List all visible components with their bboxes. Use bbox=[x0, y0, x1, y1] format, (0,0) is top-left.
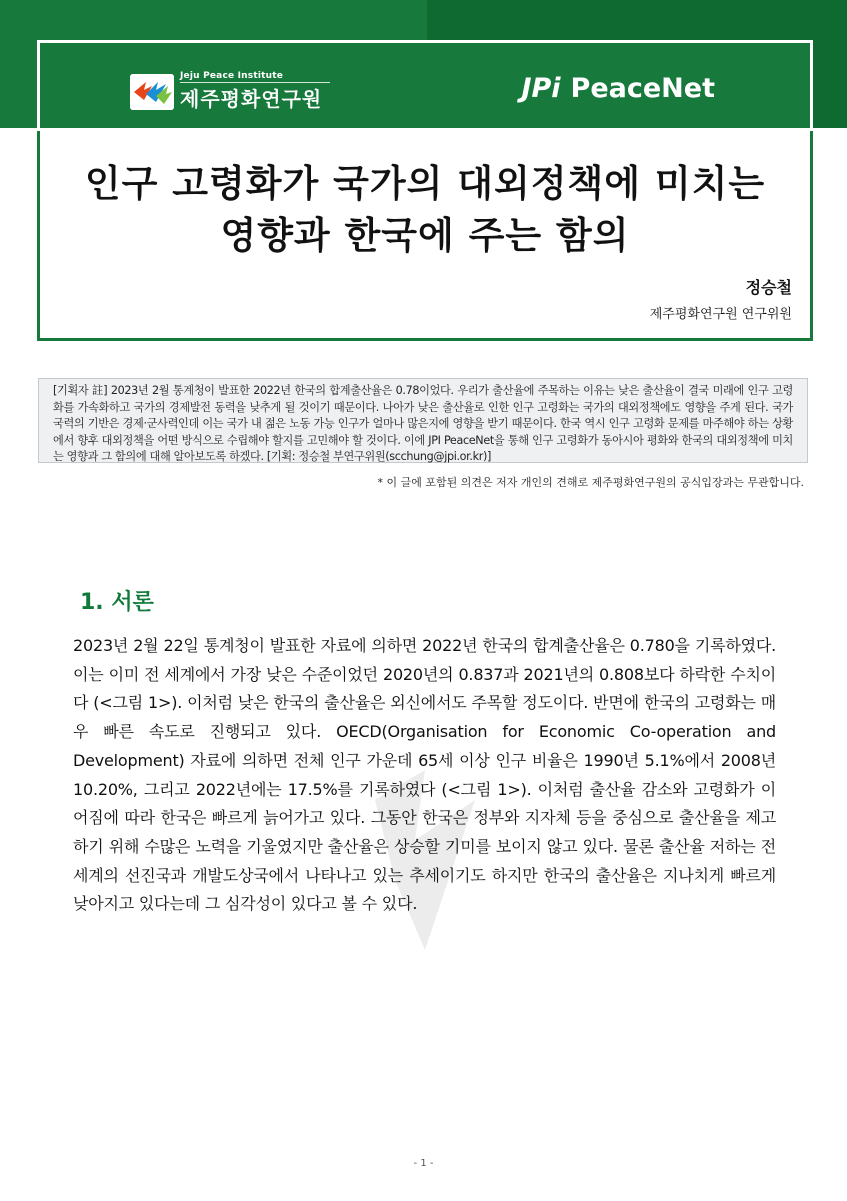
title-line-1: 인구 고령화가 국가의 대외정책에 미치는 bbox=[84, 162, 766, 205]
header-bar bbox=[37, 40, 813, 128]
page-title bbox=[40, 158, 810, 262]
institute-logo[interactable] bbox=[130, 71, 330, 112]
title-frame bbox=[37, 40, 813, 341]
peacenet-logo[interactable] bbox=[521, 73, 715, 104]
section-heading: 1. 서론 bbox=[80, 590, 154, 615]
institute-name-ko: 제주평화연구원 bbox=[180, 87, 323, 111]
peacenet-logo-prefix: JPi bbox=[521, 73, 561, 104]
title-line-2: 영향과 한국에 주는 함의 bbox=[220, 214, 630, 257]
page-number: - 1 - bbox=[413, 1158, 434, 1169]
institute-name-en: Jeju Peace Institute bbox=[180, 71, 330, 83]
body-paragraph: 2023년 2월 22일 통계청이 발표한 자료에 의하면 2022년 한국의 합계출산율은 0.780을 기록하였다. 이는 이미 전 세계에서 가장 낮은 수준이었던 2020년의 0.837과 2021년의 0.808보다 하락한 수치이다 (<그림 1>). 이처럼 낮은 한국의 출산율은 외신에서도 주목할 정도이다. 반면에 한국의 고령화는 매우 빠른 속도로 진행되고 있다. OECD(Organisation for Economic Co-operation and Development) 자료에 의하면 전체 인구 가운데 65세 이상 인구 비율은 1990년 5.1%에서 2008년 10.20%, 그리고 2022년에는 17.5%를 기록하였다 (<그림 1>). 이처럼 출산율 감소와 고령화가 이어짐에 따라 한국은 빠르게 늙어가고 있다. 그동안 한국은 정부와 지자체 등을 중심으로 출산율을 제고하기 위해 수많은 노력을 기울였지만 출산율은 상승할 기미를 보이지 않고 있다. 물론 출산율 저하는 전 세계의 선진국과 개발도상국에서 나타나고 있는 추세이기도 하지만 한국의 출산율은 지나치게 빠르게 낮아지고 있다는데 그 심각성이 있다고 볼 수 있다. bbox=[73, 636, 776, 914]
author-affiliation: 제주평화연구원 연구위원 bbox=[649, 307, 792, 322]
bird-logo-icon bbox=[130, 74, 174, 110]
author-name: 정승철 bbox=[745, 278, 792, 297]
peacenet-logo-name: PeaceNet bbox=[570, 73, 715, 104]
editor-note: [기획자 註] 2023년 2월 통계청이 발표한 2022년 한국의 합계출산율은 0.78이었다. 우리가 출산율에 주목하는 이유는 낮은 출산율이 결국 미래에 인구 고령화를 가속화하고 국가의 경제발전 동력을 낮추게 될 것이기 때문이다. 나아가 낮은 출산율로 인한 인구 고령화는 국가의 대외정책에도 영향을 주게 된다. 국가 국력의 기반은 경제·군사력인데 이는 국가 내 젊은 노동 가능 인구가 얼마나 많은지에 영향을 받기 때문이다. 한국 역시 인구 고령화 문제를 마주해야 하는 상황에서 향후 대외정책을 어떤 방식으로 수립해야 할지를 고민해야 할 것이다. 이에 JPI PeaceNet을 통해 인구 고령화가 동아시아 평화와 한국의 대외정책에 미치는 영향과 그 함의에 대해 알아보도록 하겠다. [기획: 정승철 부연구위원(scchung@jpi.or.kr)] bbox=[38, 378, 808, 463]
header-inner bbox=[37, 43, 813, 131]
disclaimer: * 이 글에 포함된 의견은 저자 개인의 견해로 제주평화연구원의 공식입장과는 무관합니다. bbox=[377, 476, 804, 489]
